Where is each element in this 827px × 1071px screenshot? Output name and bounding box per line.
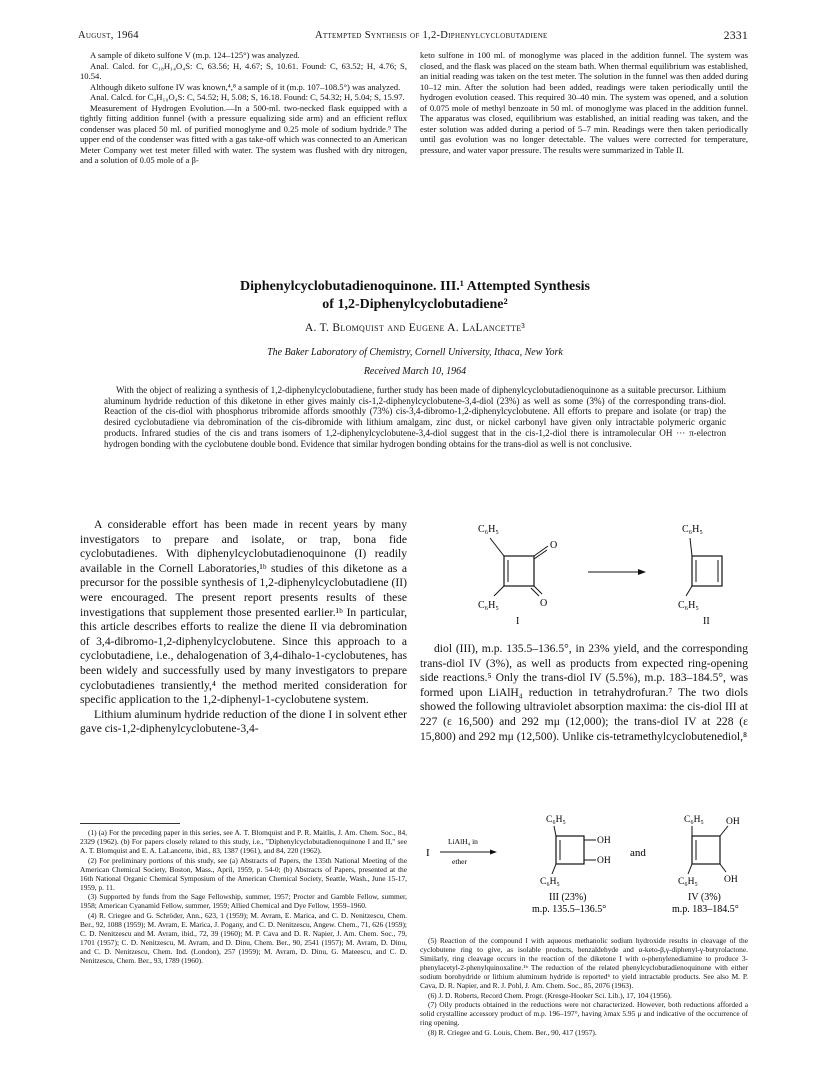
compound-label-III: III (23%) [549,892,587,903]
paragraph: diol (III), m.p. 135.5–136.5°, in 23% yield, and the corresponding trans-diol IV (3%), as well as products from expected ring-opening side reactions.⁵ Only the trans-diol IV (5.5%), m.p. 183–184.5°, was formed upon LiAlH₄ reduction in tetrahydrofuran.⁷ The two diols showed the following ultraviolet absorption maxima: the cis-diol III at 227 (ε 16,500) and 292 mμ (12,000); the trans-diol IV at 228 (ε 15,800) and 292 mμ (12,500). Unlike cis-tetramethylcyclobutenediol,⁸ [420,642,748,743]
title-line-1: Diphenylcyclobutadienoquinone. III.¹ Attempted Synthesis [240,279,590,294]
footnotes-left [80,828,407,965]
hydroxyl-label: OH [726,817,740,827]
hydroxyl-label: OH [597,836,611,846]
compound-label-IV: IV (3%) [688,892,721,903]
footnote: (5) Reaction of the compound I with aqueous methanolic sodium hydroxide results in cleavage of the cyclobutene ring to give, as isolable products, benzaldehyde and α-keto-β,γ-diphenyl-γ-butyrolactone. Similarly, ring cleavage occurs in the reaction of the diketone I with o-phenylenediamine to produce 3-phenylacetyl-2-phenylquinoxaline.¹ᵇ The reduction of the related phenylcyclobutadienoquinone with either sodium borohydride or lithium aluminum hydride is reported⁶ to yield intractable products. See also M. P. Cava, D. R. Napier, and R. J. Pohl, J. Am. Chem. Soc., 85, 2076 (1963). [420,936,748,990]
oxygen-label: O [540,598,548,609]
phenyl-label: C₆H₅ [678,600,699,611]
paragraph: keto sulfone in 100 ml. of monoglyme was placed in the addition funnel. The system was closed, and the flask was placed on the steam bath. When thermal equilibrium was established, an initial reading was taken on the test meter. The solution in the funnel was then added during 10–12 min. After the solution had been added, readings were taken periodically until the hydrogen evolution ceased. This required 30–40 min. The system was opened, and a solution of 0.075 mole of methyl benzoate in 50 ml. of monoglyme was placed in the addition funnel. The apparatus was closed, equilibrium was established, an initial reading was taken, and the ester solution was added during a period of 5–7 min. Readings were then taken periodically until gas evolution was no longer detectable. The values were corrected for temperature, pressure, and water vapor pressure. The results were summarized in Table II. [420,50,748,155]
paragraph: Anal. Calcd. for C₉H₁₀O₄S: C, 54.52; H, 5.08; S, 16.18. Found: C, 54.32; H, 5.04; S, 15.97. [90,92,405,102]
header-title: Attempted Synthesis of 1,2-Diphenylcyclobutadiene [314,30,548,41]
footnote: (7) Oily products obtained in the reductions were not characterized. However, both reductions afforded a solid crystalline accessory product of m.p. 196–197°, having λmax 5.95 μ and indicative of the occurrence of ring opening. [420,1000,748,1027]
phenyl-label: C₆H₅ [682,524,703,535]
paragraph: Although diketo sulfone IV was known,⁴,⁸ a sample of it (m.p. 107–108.5°) was analyzed. [90,81,401,92]
footnote: (4) R. Criegee and G. Schröder, Ann., 623, 1 (1959); M. Avram, E. Marica, and C. D. Nenitzescu, Chem. Ber., 92, 1088 (1959); M. Avram, E. Marica, J. Pogany, and C. D. Nenitzescu, Angew. Chem., 71, 626 (1959); C. D. Nenitzescu and M. Avram, ibid., 72, 39 (1960); M. P. Cava and D. R. Napier, J. Am. Chem. Soc., 79, 1701 (1957); C. D. Nenitzescu, M. Avram, and D. Dinu, Chem. Ber., 90, 2541 (1957); M. Avram, D. Dinu, and C. D. Nenitzescu, Chem. Ind. (London), 257 (1959); M. Avram, D. Dinu, G. Mateescu, and C. D. Nenitzescu, Chem. Ber., 93, 1789 (1960). [80,910,407,965]
footnote: (8) R. Criegee and G. Louis, Chem. Ber., 90, 417 (1957). [428,1027,597,1037]
abstract [104,385,726,449]
paragraph: A considerable effort has been made in recent years by many investigators to prepare and isolate, or trap, bona fide cyclobutadienes. With diphenylcyclobutadienoquinone (I) readily available in the Cornell Laboratories,¹ᵇ studies of this diketone as a precursor for the possible synthesis of 1,2-diphenylcyclobutadiene (II) were encouraged. The present report presents results of these investigations that supplement those presented earlier.¹ᵇ In particular, this article describes efforts to realize the diene II via debromination of 3,4-dibromo-1,2-diphenylcyclobutene. Since this approach to a cyclobutadiene, i.e., dehalogenation of 3,4-dihalo-1-cyclobutenes, has been widely and successfully used by many investigators to prepare cyclobutadienes transiently,⁴ the method merited consideration for specific application to the 1,2-diphenyl-1-cyclobutene system. [80,518,407,707]
compound-label-II: II [703,616,710,627]
phenyl-label: C₆H₅ [478,524,499,535]
start-compound-label: I [426,847,430,859]
title-line-2: of 1,2-Diphenylcyclobutadiene² [322,297,508,312]
top-left-column [80,50,407,166]
phenyl-label: C₆H₅ [478,600,499,611]
hydroxyl-label: OH [597,856,611,866]
footnote: (3) Supported by funds from the Sage Fellowship, summer, 1957; Procter and Gamble Fellow, summer, 1958; American Cyanamid Fellow, summer, 1959; Allied Chemical and Dye Fellow, 1959–1960. [80,892,407,910]
hydroxyl-label: OH [724,875,738,885]
paragraph: Measurement of Hydrogen Evolution.—In a 500-ml. two-necked flask equipped with a tightly fitting addition funnel (with a pressure equalizing side arm) and an efficient reflux condenser was placed 50 ml. of purified monoglyme and 0.25 mole of sodium hydride.⁹ The upper end of the condenser was fitted with a gas take-off which was connected to an American Meter Company wet test meter filled with water. The system was flushed with dry nitrogen, and a solution of 0.05 mole of a β- [80,102,407,165]
mp-IV: m.p. 183–184.5° [672,904,739,915]
footnote: (2) For preliminary portions of this study, see (a) Abstracts of Papers, the 135th National Meeting of the American Chemical Society, Boston, Mass., April, 1959, p. 54-0; (b) Abstracts of Papers, presented at the 16th National Organic Chemical Symposium of the American Chemical Society, Seattle, Wash., June 15-17, 1959, p. 11. [80,855,407,892]
compound-label-I: I [516,616,520,627]
and-text: and [630,847,646,859]
paragraph: A sample of diketo sulfone V (m.p. 124–125°) was analyzed. [90,50,300,60]
footnote: (6) J. D. Roberts, Record Chem. Progr. (Kresge-Hooker Sci. Lib.), 17, 104 (1956). [428,990,672,1000]
page-number: 2331 [723,30,748,42]
abstract-text: With the object of realizing a synthesis of 1,2-diphenylcyclobutadiene, further study has been made of diphenylcyclobutadienoquinone as a suitable precursor. Lithium aluminum hydride reduction of this diketone in ether gives mainly cis-1,2-diphenylcyclobutene-3,4-diol (23%) as well as some (3%) of the corresponding trans-diol. Reaction of the cis-diol with phosphorus tribromide affords smoothly (73%) cis-3,4-dibromo-1,2-diphenylcyclobutene. All efforts to prepare and isolate (or trap) the desired cyclobutadiene via debromination of the cis-dibromide with lithium amalgam, zinc dust, or nickel carbonyl have given only intractable polymeric organic products. Infrared studies of the cis and trans isomers of 1,2-diphenylcyclobutene-3,4-diol suggest that in the cis-1,2-diol there is intramolecular OH ··· π-electron hydrogen bonding with the cyclobutene double bond. Evidence that similar hydrogen bonding obtains for the trans-diol as well is not conclusive. [104,385,726,449]
article-title [80,278,750,314]
header-date: August, 1964 [78,30,139,41]
body-left-column [80,518,407,737]
phenyl-label: C₆H₅ [678,877,698,887]
affiliation: The Baker Laboratory of Chemistry, Cornell University, Ithaca, New York [267,347,563,358]
scheme-reduction [420,812,748,932]
authors: A. T. Blomquist and Eugene A. LaLancette³ [304,322,526,334]
paragraph: Lithium aluminum hydride reduction of the dione I in solvent ether gave cis-1,2-diphenylcyclobutene-3,4- [80,707,407,736]
oxygen-label: O [550,540,558,551]
phenyl-label: C₆H₅ [684,815,704,825]
top-right-column [420,50,748,155]
paragraph: Anal. Calcd. for C₁₈H₁₄O₄S: C, 63.56; H, 4.67; S, 10.61. Found: C, 63.52; H, 4.76; S, 10.54. [80,60,407,81]
mp-III: m.p. 135.5–136.5° [532,904,607,915]
body-right-column [420,642,748,744]
running-header [78,30,748,42]
received-date: Received March 10, 1964 [363,366,467,377]
footnotes-right [420,936,748,1037]
phenyl-label: C₆H₅ [540,877,560,887]
solvent-label: ether [452,857,467,866]
footnote: (1) (a) For the preceding paper in this series, see A. T. Blomquist and P. R. Maitlis, J. Am. Chem. Soc., 84, 2329 (1962). (b) For papers closely related to this study, i.e., "Diphenylcyclobutadienoquinone I and II," see A. T. Blomquist and E. A. LaLancette, ibid., 83, 1387 (1961), and 84, 220 (1962). [80,828,407,855]
scheme-quinone-to-diene [420,512,748,634]
reagent-label: LiAlH₄ in [448,837,478,846]
footnote-rule [80,823,180,824]
phenyl-label: C₆H₅ [546,815,566,825]
